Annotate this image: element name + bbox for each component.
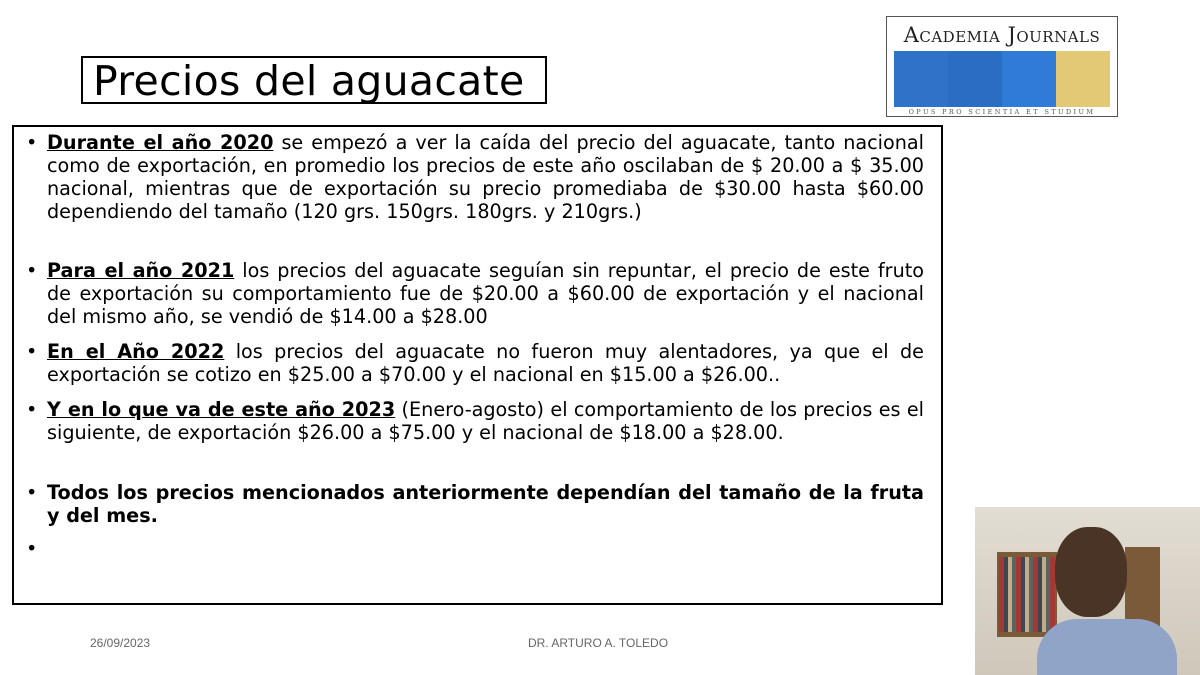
bullet-2-body: los precios del aguacate seguían sin repuntar, el precio de este fruto de exportación su comportamiento fue de $20.00 a $60.00 de exportación y el nacional del mismo año, se vendió de $14.00 a $28.00 [47,259,924,328]
bullet-1-text [47,131,924,223]
footer-date: 26/09/2023 [90,636,151,650]
slide-title-box [81,56,547,104]
bullet-5-bold: Todos los precios mencionados anteriormente dependían del tamaño de la fruta y del mes. [47,481,924,527]
bullet-marker: • [26,340,38,363]
bullet-1-body: se empezó a ver la caída del precio del aguacate, tanto nacional como de exportación, en promedio los precios de este año oscilaban de $ 20.00 a $ 35.00 nacional, mientras que de exportación su precio promediaba de $30.00 hasta $60.00 dependiendo del tamaño (120 grs. 150grs. 180grs. y 210grs.) [47,131,924,223]
presenter [1037,527,1147,675]
logo-band-4 [1056,51,1110,107]
bullet-marker: • [26,398,38,421]
logo-band-2 [948,51,1002,107]
bullet-marker: • [26,537,38,560]
content-box [12,125,943,605]
bullet-4-body: (Enero-agosto) el comportamiento de los precios es el siguiente, de exportación $26.00 a $75.00 y el nacional de $18.00 a $28.00. [47,398,924,444]
webcam-video [975,507,1200,675]
presenter-body [1037,619,1177,675]
bullet-3-body: los precios del aguacate no fueron muy alentadores, ya que el de exportación se cotizo en $25.00 a $70.00 y el nacional en $15.00 a $26.00.. [47,340,924,386]
logo-band-1 [894,51,948,107]
presenter-head [1055,527,1127,617]
bullet-5-text [47,481,924,527]
slide-title: Precios del aguacate [93,57,525,105]
footer-author: DR. ARTURO A. TOLEDO [528,636,669,650]
bullet-1-lead: Durante el año 2020 [47,131,274,154]
logo-band-3 [1002,51,1056,107]
bullet-2-lead: Para el año 2021 [47,259,235,282]
bullet-4-text [47,398,924,444]
bullet-3-lead: En el Año 2022 [47,340,225,363]
bullet-marker: • [26,481,38,504]
bullet-3-text [47,340,924,386]
bullet-4-lead: Y en lo que va de este año 2023 [47,398,396,421]
bullet-2-text [47,259,924,328]
logo-motto: OPUS PRO SCIENTIA ET STUDIUM [908,108,1096,116]
bullet-marker: • [26,259,38,282]
academia-journals-logo [886,16,1118,117]
logo-name: Academia Journals [903,23,1101,47]
bullet-marker: • [26,131,38,154]
